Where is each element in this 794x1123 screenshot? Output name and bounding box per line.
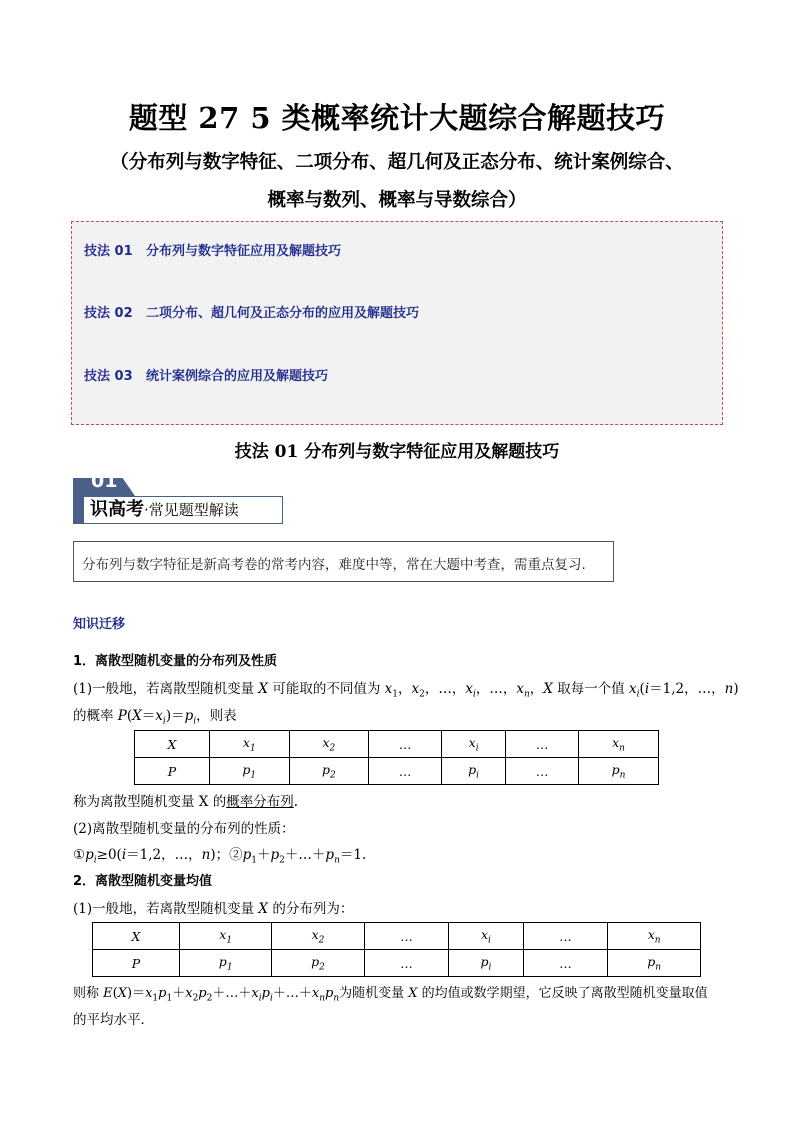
point1-line1: (1)一般地，若离散型随机变量 X 可能取的不同值为 $x_1$，$x_2$，…，$x_i$，…，$x_n$，X 取每一个值 $x_i(i=1,2$，…，n) (73, 681, 739, 700)
distribution-table-1 (134, 730, 659, 785)
document-subtitle-line1: （分布列与数字特征、二项分布、超几何及正态分布、统计案例综合、 (110, 152, 684, 173)
section-banner (73, 472, 285, 526)
table-row: X $x_1$ $x_2$ … $x_i$ … $x_n$ (135, 731, 659, 758)
intro-note: 分布列与数字特征是新高考卷的常考内容，难度中等，常在大题中考查，需重点复习. (73, 541, 614, 582)
point1-prop-heading: (2)离散型随机变量的分布列的性质： (73, 821, 295, 837)
point1-prop: $①p_i\ge 0(i=1,2$，…，n)；$②p_1+p_2+\dots+p_n=1$. (73, 847, 367, 866)
point2-line3: 的平均水平． (73, 1012, 154, 1028)
point2-line2: 则称 $E(X)=x_1p_1+x_2p_2+\dots+x_ip_i+\dots+x_np_n$为随机变量 X 的均值或数学期望，它反映了离散型随机变量取值 (73, 986, 708, 1004)
section-heading: 技法 01 分布列与数字特征应用及解题技巧 (234, 442, 560, 462)
point1-after: 称为离散型随机变量 X 的概率分布列. (73, 794, 298, 810)
toc-item-3[interactable]: 技法 03 统计案例综合的应用及解题技巧 (84, 369, 329, 384)
point1-heading: 1．离散型随机变量的分布列及性质 (73, 654, 278, 669)
document-title: 题型 27 5 类概率统计大题综合解题技巧 (128, 101, 666, 135)
point2-line1: (1)一般地，若离散型随机变量 X 的分布列为： (73, 901, 354, 917)
point2-heading: 2．离散型随机变量均值 (73, 874, 213, 889)
toc-item-1[interactable]: 技法 01 分布列与数字特征应用及解题技巧 (84, 244, 342, 259)
point1-line2: 的概率 $P(X=x_i)=p_i$，则表 (73, 708, 237, 727)
table-row: P $p_1$ $p_2$ … $p_i$ … $p_n$ (93, 950, 701, 977)
banner-number: 01 (91, 470, 118, 492)
table-row: P $p_1$ $p_2$ … $p_i$ … $p_n$ (135, 758, 659, 785)
document-subtitle-line2: 概率与数列、概率与导数综合） (267, 190, 527, 211)
table-of-contents (71, 221, 723, 425)
banner-label: 识高考·常见题型解读 (83, 496, 283, 524)
toc-item-2[interactable]: 技法 02 二项分布、超几何及正态分布的应用及解题技巧 (84, 306, 420, 321)
table-row: X $x_1$ $x_2$ … $x_i$ … $x_n$ (93, 923, 701, 950)
distribution-table-2 (92, 922, 701, 977)
knowledge-heading: 知识迁移 (73, 617, 126, 632)
